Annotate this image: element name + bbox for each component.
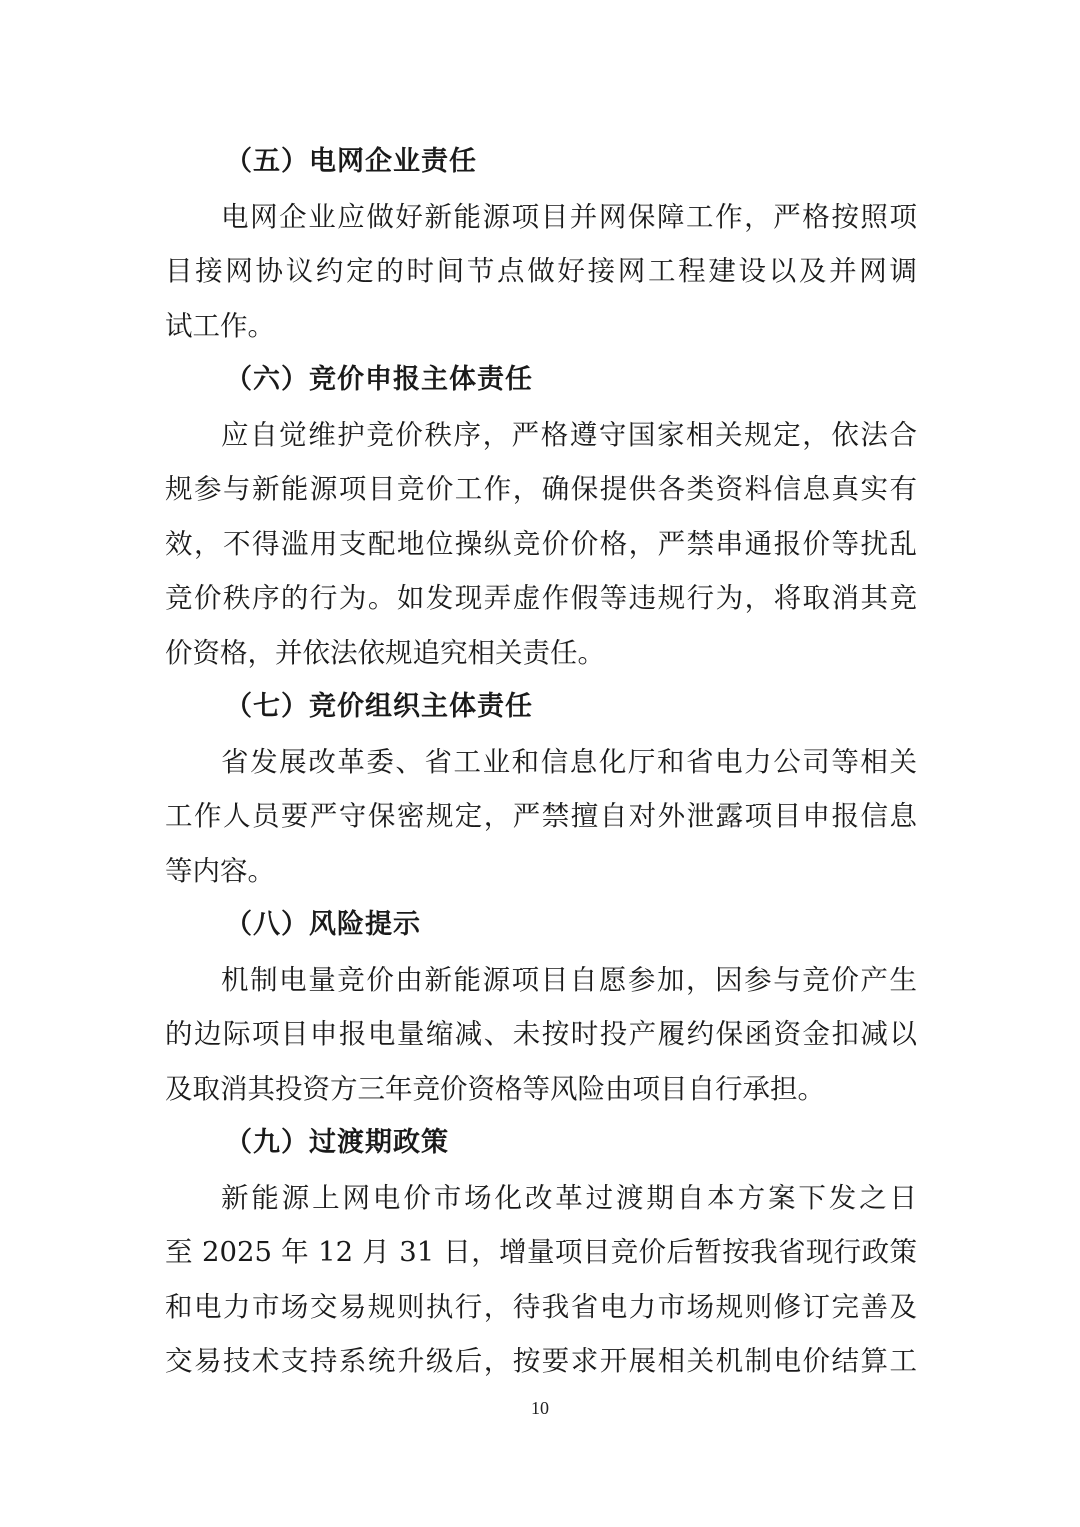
- section-heading-6: （六）竞价申报主体责任: [225, 364, 533, 395]
- section-heading-5: （五）电网企业责任: [225, 146, 477, 177]
- section-heading-8: （八）风险提示: [225, 909, 421, 940]
- paragraph-line: 试工作。: [165, 309, 275, 342]
- section-paragraph-5: [165, 190, 917, 354]
- section-paragraph-6: [165, 408, 917, 681]
- paragraph-line: 及取消其投资方三年竞价资格等风险由项目自行承担。: [165, 1072, 825, 1105]
- page-number: 10: [531, 1398, 549, 1418]
- section-paragraph-8: [165, 953, 917, 1117]
- paragraph-line: 的边际项目申报电量缩减、未按时投产履约保函资金扣减以: [165, 1018, 917, 1050]
- section-heading-7: （七）竞价组织主体责任: [225, 691, 533, 722]
- paragraph-line: 竞价秩序的行为。如发现弄虚作假等违规行为，将取消其竞: [165, 582, 917, 614]
- paragraph-line: 工作人员要严守保密规定，严禁擅自对外泄露项目申报信息: [165, 800, 917, 832]
- paragraph-line: 目接网协议约定的时间节点做好接网工程建设以及并网调: [165, 255, 917, 287]
- paragraph-line: 机制电量竞价由新能源项目自愿参加，因参与竞价产生: [221, 963, 917, 996]
- section-paragraph-9: [165, 1171, 917, 1389]
- paragraph-line: 新能源上网电价市场化改革过渡期自本方案下发之日: [221, 1181, 917, 1214]
- document-body: [165, 135, 917, 1389]
- paragraph-line: 应自觉维护竞价秩序，严格遵守国家相关规定，依法合: [221, 418, 917, 451]
- paragraph-line: 等内容。: [165, 854, 275, 887]
- paragraph-line: 交易技术支持系统升级后，按要求开展相关机制电价结算工: [165, 1345, 917, 1377]
- section-heading-9: （九）过渡期政策: [225, 1127, 449, 1158]
- paragraph-line: 规参与新能源项目竞价工作，确保提供各类资料信息真实有: [165, 473, 917, 505]
- paragraph-line: 至 2025 年 12 月 31 日，增量项目竞价后暂按我省现行政策: [165, 1236, 917, 1268]
- paragraph-line: 省发展改革委、省工业和信息化厅和省电力公司等相关: [221, 745, 917, 778]
- paragraph-line: 电网企业应做好新能源项目并网保障工作，严格按照项: [221, 200, 917, 233]
- paragraph-line: 和电力市场交易规则执行，待我省电力市场规则修订完善及: [165, 1290, 917, 1323]
- paragraph-line: 效，不得滥用支配地位操纵竞价价格，严禁串通报价等扰乱: [165, 527, 917, 560]
- paragraph-line: 价资格，并依法依规追究相关责任。: [165, 636, 605, 669]
- section-paragraph-7: [165, 735, 917, 899]
